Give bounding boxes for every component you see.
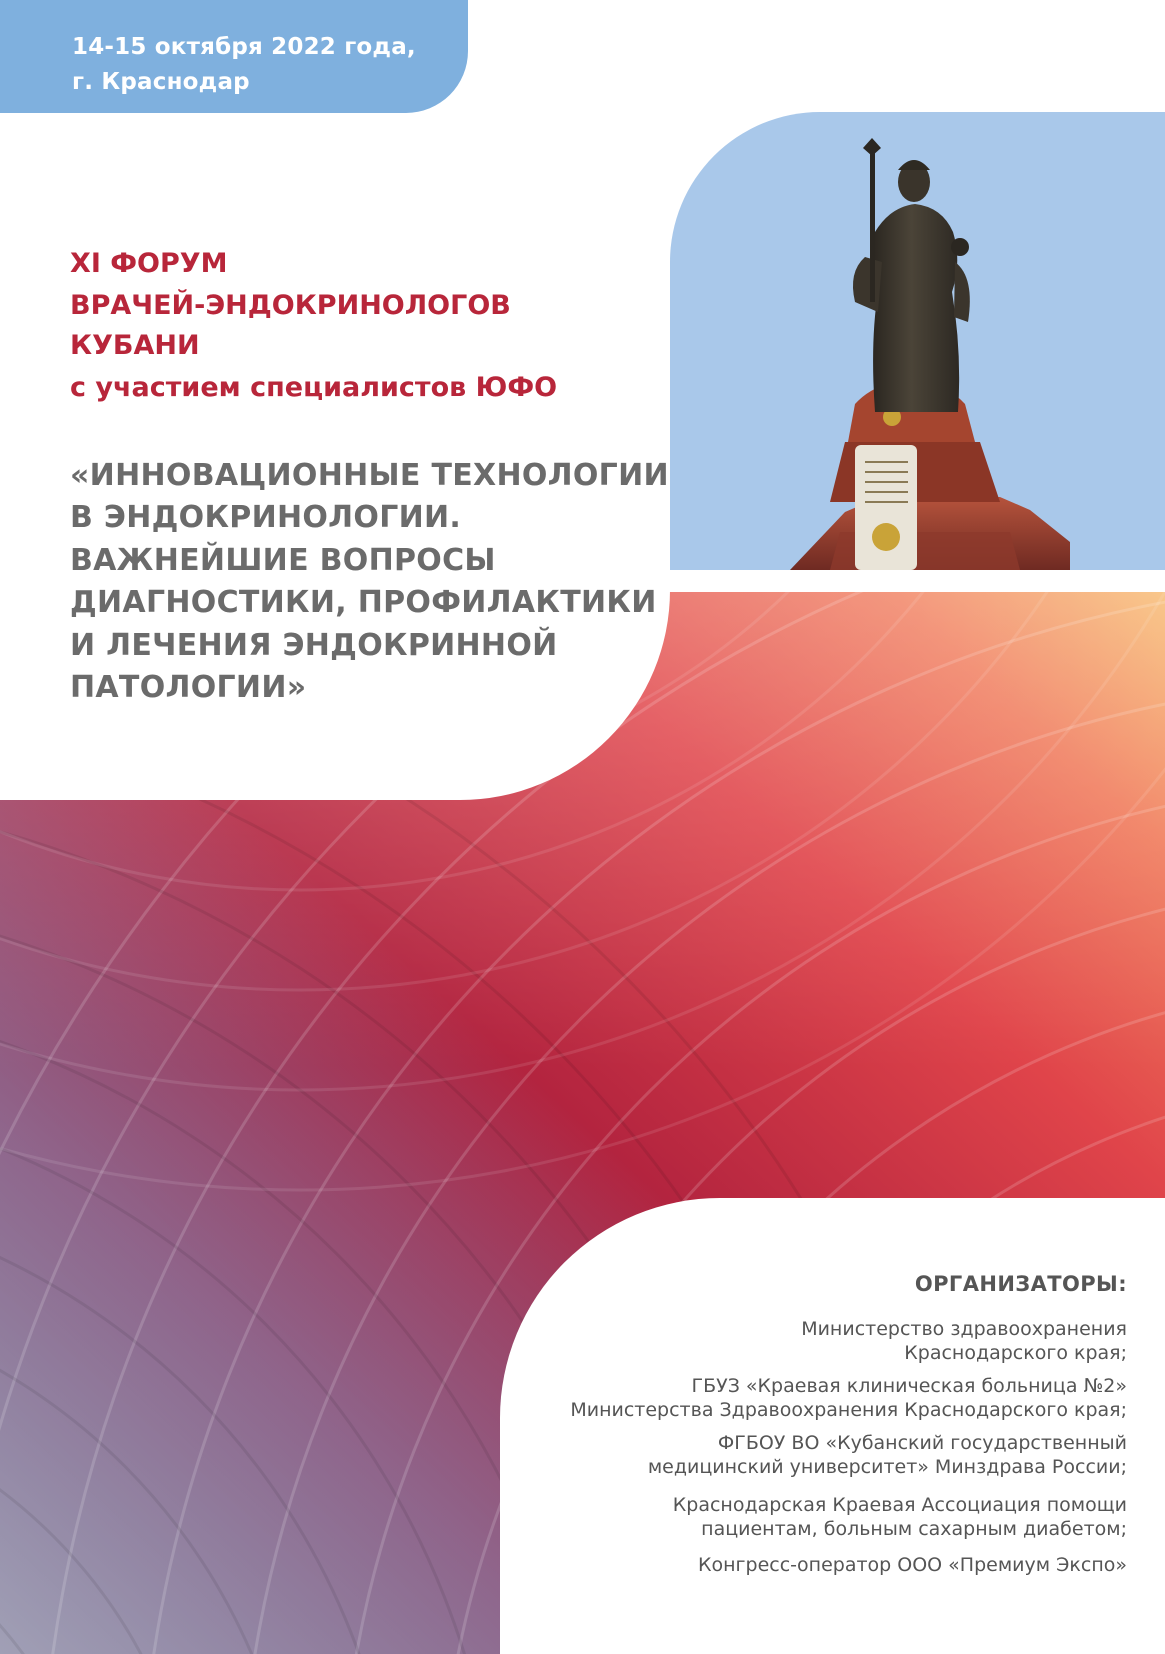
theme-line-1: «ИННОВАЦИОННЫЕ ТЕХНОЛОГИИ (70, 458, 669, 493)
organizer-4-line-2: пациентам, больным сахарным диабетом; (701, 1518, 1127, 1540)
statue-photo (670, 112, 1165, 570)
organizer-3-line-1: ФГБОУ ВО «Кубанский государственный (717, 1432, 1127, 1454)
theme-line-3: ВАЖНЕЙШИЕ ВОПРОСЫ (70, 543, 496, 578)
organizer-3-line-2: медицинский университет» Минздрава России; (647, 1456, 1127, 1478)
theme-line-4: ДИАГНОСТИКИ, ПРОФИЛАКТИКИ (70, 585, 657, 620)
theme-line-2: В ЭНДОКРИНОЛОГИИ. (70, 500, 462, 535)
organizer-1-line-1: Министерство здравоохранения (801, 1318, 1127, 1340)
organizer-1-line-2: Краснодарского края; (904, 1342, 1127, 1364)
forum-title-line-2: ВРАЧЕЙ-ЭНДОКРИНОЛОГОВ (70, 290, 511, 321)
theme-line-6: ПАТОЛОГИИ» (70, 670, 307, 705)
organizer-2-line-2: Министерства Здравоохранения Краснодарского края; (570, 1399, 1127, 1421)
forum-subtitle: с участием специалистов ЮФО (70, 372, 558, 403)
statue-illustration (670, 112, 1165, 570)
organizer-4-line-1: Краснодарская Краевая Ассоциация помощи (672, 1494, 1127, 1516)
forum-title-line-1: XI ФОРУМ (70, 248, 228, 279)
event-date: 14-15 октября 2022 года, (72, 34, 416, 60)
organizer-2-line-1: ГБУЗ «Краевая клиническая больница №2» (691, 1375, 1127, 1397)
organizer-5-line-1: Конгресс-оператор ООО «Премиум Экспо» (698, 1554, 1127, 1576)
date-banner (0, 0, 468, 113)
organizers-heading: ОРГАНИЗАТОРЫ: (914, 1272, 1127, 1296)
white-organizers-area (500, 1198, 1165, 1654)
forum-title-line-3: КУБАНИ (70, 330, 200, 361)
event-city: г. Краснодар (72, 69, 250, 95)
theme-line-5: И ЛЕЧЕНИЯ ЭНДОКРИННОЙ (70, 628, 558, 663)
